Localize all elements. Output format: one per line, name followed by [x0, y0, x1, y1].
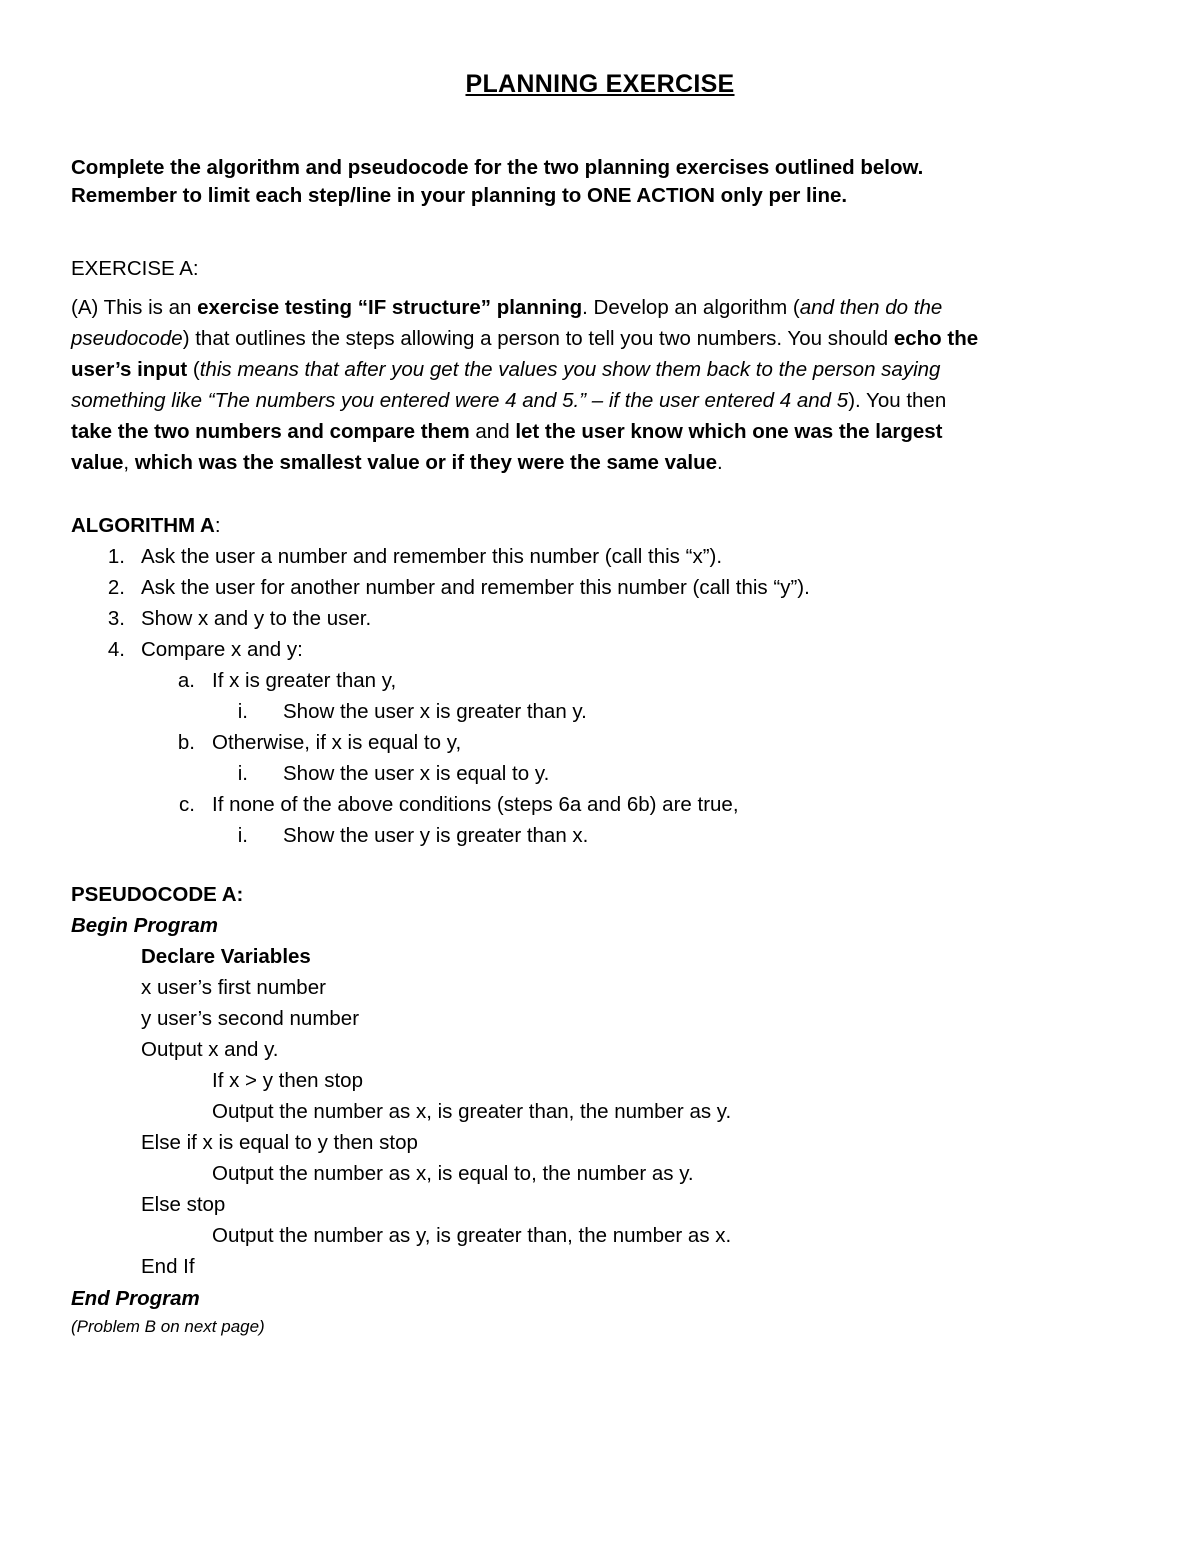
step-text-4: Compare x and y:	[141, 638, 303, 661]
pseudocode-line-declare-variables: Declare Variables	[141, 945, 311, 968]
exercise-a-paragraph-line-6: value, which was the smallest value or if they were the same value.	[71, 451, 723, 474]
exercise-a-paragraph-line-1: (A) This is an exercise testing “IF structure” planning. Develop an algorithm (and then do the	[71, 296, 943, 319]
subsubstep-marker-a-i: i.	[237, 700, 248, 723]
exercise-a-paragraph-line-3: user’s input (this means that after you get the values you show them back to the person saying	[71, 358, 941, 381]
step-marker-1: 1.	[107, 545, 125, 568]
pseudocode-line: Output the number as x, is greater than, the number as y.	[212, 1100, 732, 1123]
step-marker-4: 4.	[107, 638, 125, 661]
substep-text-b: Otherwise, if x is equal to y,	[212, 731, 462, 754]
pseudocode-line: Else stop	[141, 1193, 226, 1216]
pseudocode-line: y user’s second number	[141, 1007, 360, 1030]
substep-marker-b: b.	[177, 731, 195, 754]
step-marker-2: 2.	[107, 576, 125, 599]
pseudocode-line-end-program: End Program	[71, 1287, 200, 1310]
pseudocode-line: End If	[141, 1255, 195, 1278]
exercise-a-paragraph-line-2: pseudocode) that outlines the steps allowing a person to tell you two numbers. You should echo the	[71, 327, 979, 350]
pseudocode-line-begin-program: Begin Program	[71, 914, 218, 937]
algorithm-a-heading: ALGORITHM A:	[71, 514, 221, 537]
step-text-1: Ask the user a number and remember this number (call this “x”).	[141, 545, 723, 568]
instruction-line-2: Remember to limit each step/line in your planning to ONE ACTION only per line.	[71, 184, 848, 207]
instruction-line-1: Complete the algorithm and pseudocode for the two planning exercises outlined below.	[71, 156, 924, 179]
step-text-3: Show x and y to the user.	[141, 607, 372, 630]
step-text-2: Ask the user for another number and remember this number (call this “y”).	[141, 576, 810, 599]
pseudocode-line: If x > y then stop	[212, 1069, 363, 1092]
pseudocode-line: Output x and y.	[141, 1038, 279, 1061]
exercise-a-paragraph-line-5: take the two numbers and compare them and let the user know which one was the largest	[71, 420, 943, 443]
page-title: PLANNING EXERCISE	[465, 70, 735, 98]
exercise-a-paragraph-line-4: something like “The numbers you entered were 4 and 5.” – if the user entered 4 and 5). You then	[71, 389, 947, 412]
step-marker-3: 3.	[107, 607, 125, 630]
subsubstep-marker-c-i: i.	[237, 824, 248, 847]
pseudocode-line: x user’s first number	[141, 976, 326, 999]
substep-text-c: If none of the above conditions (steps 6a and 6b) are true,	[212, 793, 739, 816]
pseudocode-a-heading: PSEUDOCODE A:	[71, 883, 244, 906]
subsubstep-marker-b-i: i.	[237, 762, 248, 785]
subsubstep-text-a-i: Show the user x is greater than y.	[283, 700, 587, 723]
subsubstep-text-c-i: Show the user y is greater than x.	[283, 824, 589, 847]
substep-marker-c: c.	[179, 793, 195, 816]
substep-text-a: If x is greater than y,	[212, 669, 397, 692]
exercise-a-heading: EXERCISE A:	[71, 257, 199, 280]
pseudocode-line: Else if x is equal to y then stop	[141, 1131, 418, 1154]
substep-marker-a: a.	[177, 669, 195, 692]
pseudocode-line: Output the number as y, is greater than, the number as x.	[212, 1224, 732, 1247]
pseudocode-line: Output the number as x, is equal to, the number as y.	[212, 1162, 694, 1185]
next-page-note: (Problem B on next page)	[71, 1317, 265, 1336]
subsubstep-text-b-i: Show the user x is equal to y.	[283, 762, 550, 785]
